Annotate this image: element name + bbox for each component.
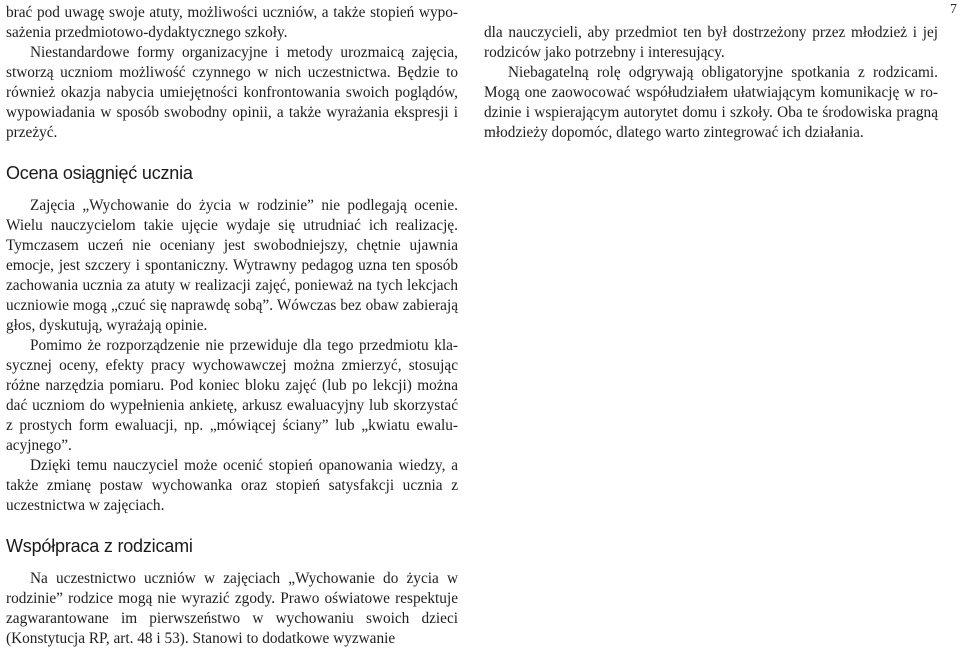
- section-heading-parents: Współpraca z rodzicami: [6, 536, 193, 556]
- left-column: [6, 0, 458, 649]
- assessment-paragraph-1: Zajęcia „Wychowanie do życia w rodzinie” nie podlegają ocenie. Wielu nauczycielom takie ujęcie wydaje się utrudniać ich realizację. Tymczasem uczeń nie oceniany jest swobodniejszy, chętnie ujawnia emocje, jest szczery i spontaniczny. Wytrawny pedagog uzna ten sposób zachowania ucznia za atuty w realizacji zajęć, ponieważ na tych lekcjach uczniowie mogą „czuć się naprawdę sobą”. Wówczas bez obaw zabierają głos, dyskutują, wyrażają opinie.: [6, 197, 458, 334]
- intro-paragraph-1: brać pod uwagę swoje atuty, możliwości uczniów, a także stopień wyposażenia przedmiotowo-dydaktycznego szkoły.: [6, 4, 458, 41]
- page-number: 7: [950, 2, 957, 17]
- intro-paragraph-2: Niestandardowe formy organizacyjne i metody urozmaicą zajęcia, stworzą uczniom możliwość czynnego w nich uczestnictwa. Będzie to również okazja nabycia umiejętności konfrontowania swoich poglądów, wypowiadania w sposób swobodny opinii, a także wyrażania ekspresji i przeżyć.: [6, 44, 458, 141]
- right-paragraph-2: Niebagatelną rolę odgrywają obligatoryjne spotkania z rodzicami. Mogą one zaowocować współudziałem ułatwiającym komunikację w rodzinie i wspierającym autorytet domu i szkoły. Oba te środowiska pragną młodzieży dopomóc, dlatego warto zintegrować ich działania.: [484, 64, 938, 141]
- section-heading-assessment: Ocena osiągnięć ucznia: [6, 163, 193, 183]
- parents-paragraph-1: Na uczestnictwo uczniów w zajęciach „Wychowanie do życia w rodzinie” rodzice mogą nie wyrazić zgody. Prawo oświatowe respektuje zagwarantowane im pierwszeństwo w wychowaniu swoich dzieci (Konstytucja RP, art. 48 i 53). Stanowi to dodatkowe wyzwanie: [6, 570, 458, 647]
- assessment-paragraph-2: Pomimo że rozporządzenie nie przewiduje dla tego przedmiotu klasycznej oceny, efekty pracy wychowawczej można zmierzyć, stosując różne narzędzia pomiaru. Pod koniec bloku zajęć (lub po lekcji) można dać uczniom do wypełnienia ankietę, arkusz ewaluacyjny lub skorzystać z prostych form ewaluacji, np. „mówiącej ściany” lub „kwiatu ewaluacyjnego”.: [6, 337, 458, 454]
- right-column: [484, 0, 938, 143]
- assessment-paragraph-3: Dzięki temu nauczyciel może ocenić stopień opanowania wiedzy, a także zmianę postaw wychowanka oraz stopień satysfakcji ucznia z uczestnictwa w zajęciach.: [6, 457, 458, 514]
- right-paragraph-1: dla nauczycieli, aby przedmiot ten był dostrzeżony przez młodzież i jej rodziców jako potrzebny i interesujący.: [484, 24, 938, 61]
